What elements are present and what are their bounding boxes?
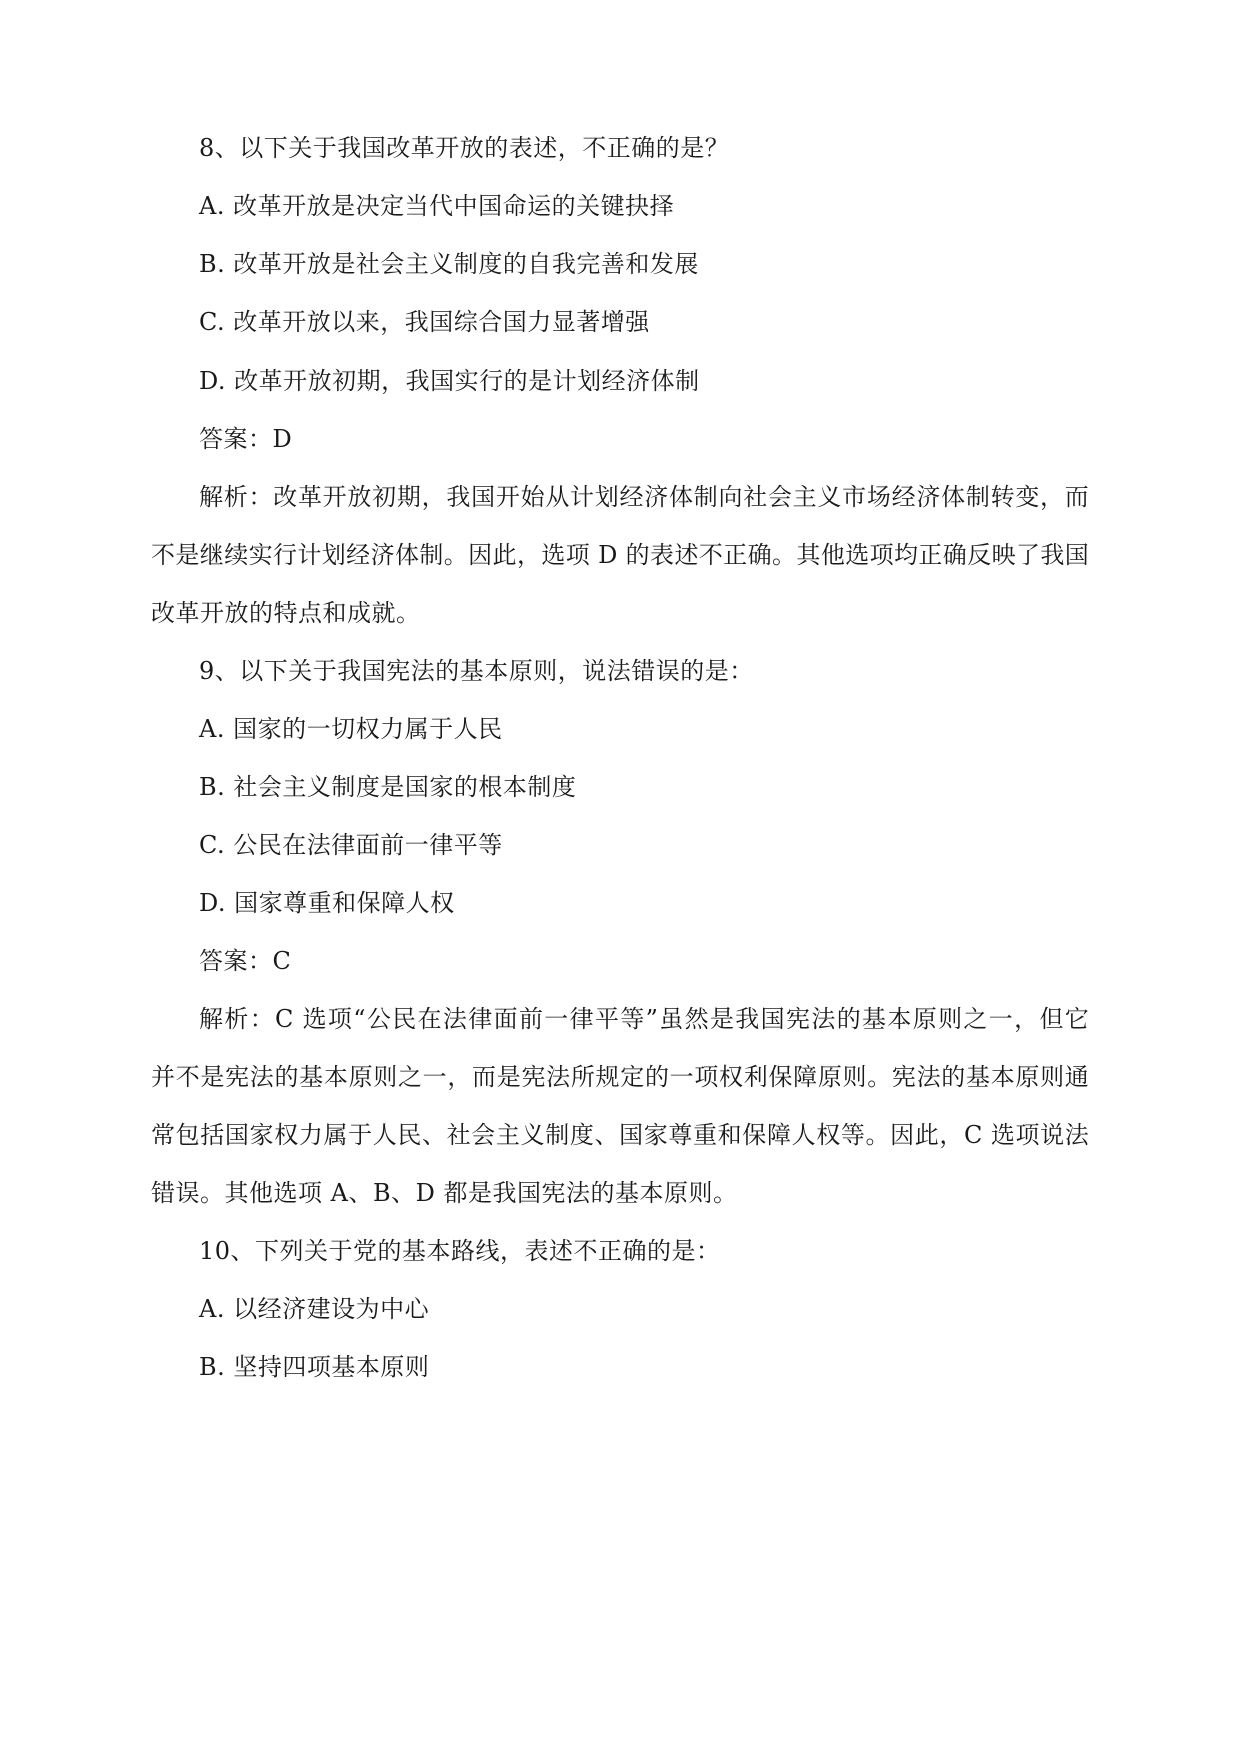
question-8-analysis-line-2: 不是继续实行计划经济体制。因此，选项 D 的表述不正确。其他选项均正确反映了我国 xyxy=(151,541,1089,569)
question-8-option-c: C. 改革开放以来，我国综合国力显著增强 xyxy=(199,308,650,336)
question-8-analysis-line-1: 解析：改革开放初期，我国开始从计划经济体制向社会主义市场经济体制转变，而 xyxy=(199,483,1089,511)
question-10-option-a: A. 以经济建设为中心 xyxy=(199,1295,430,1323)
question-9-analysis-line-2: 并不是宪法的基本原则之一，而是宪法所规定的一项权利保障原则。宪法的基本原则通 xyxy=(151,1063,1089,1091)
question-9-analysis-line-1: 解析：C 选项“公民在法律面前一律平等”虽然是我国宪法的基本原则之一，但它 xyxy=(199,1005,1089,1033)
question-9-option-a: A. 国家的一切权力属于人民 xyxy=(199,715,503,743)
question-8-stem: 8、以下关于我国改革开放的表述，不正确的是？ xyxy=(199,134,730,162)
question-8-analysis-line-3: 改革开放的特点和成就。 xyxy=(151,599,421,627)
question-9-stem: 9、以下关于我国宪法的基本原则，说法错误的是： xyxy=(199,657,754,685)
question-8-answer: 答案：D xyxy=(199,425,293,453)
question-8-option-d: D. 改革开放初期，我国实行的是计划经济体制 xyxy=(199,367,700,395)
question-10-stem: 10、下列关于党的基本路线，表述不正确的是： xyxy=(199,1237,721,1265)
question-8-option-b: B. 改革开放是社会主义制度的自我完善和发展 xyxy=(199,250,699,278)
question-10-option-b: B. 坚持四项基本原则 xyxy=(199,1353,430,1381)
question-9-analysis-line-3: 常包括国家权力属于人民、社会主义制度、国家尊重和保障人权等。因此，C 选项说法 xyxy=(151,1121,1089,1149)
question-9-option-b: B. 社会主义制度是国家的根本制度 xyxy=(199,773,577,801)
question-9-answer: 答案：C xyxy=(199,947,292,975)
question-9-analysis-line-4: 错误。其他选项 A、B、D 都是我国宪法的基本原则。 xyxy=(151,1179,738,1207)
question-9-option-c: C. 公民在法律面前一律平等 xyxy=(199,831,503,859)
question-9-option-d: D. 国家尊重和保障人权 xyxy=(199,889,455,917)
question-8-option-a: A. 改革开放是决定当代中国命运的关键抉择 xyxy=(199,192,675,220)
